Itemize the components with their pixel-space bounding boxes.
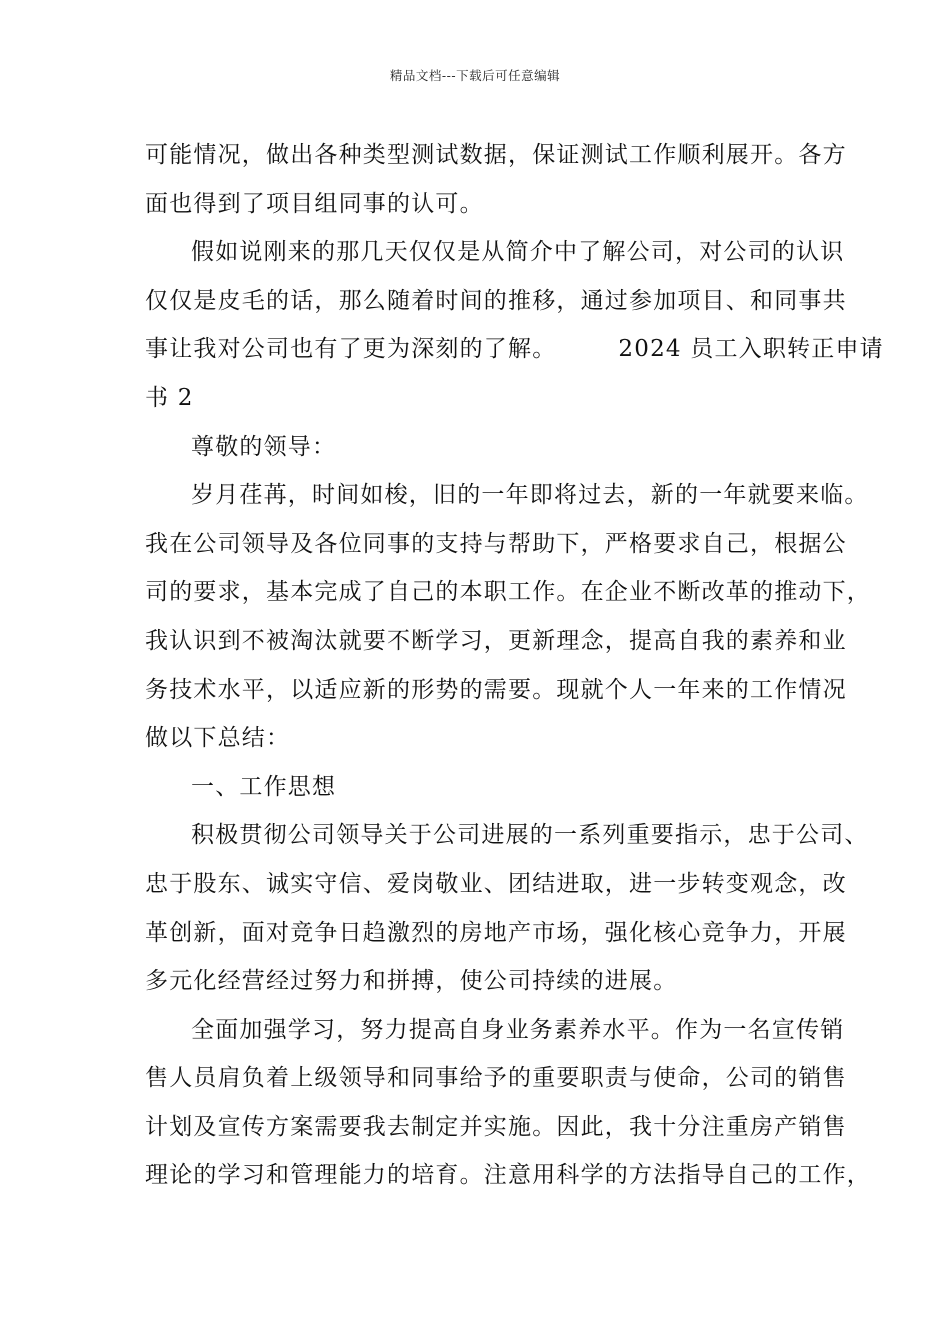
section-title: 2024 员工入职转正申请 [618,336,884,363]
paragraph-line: 面也得到了项目组同事的认可。 [145,190,484,217]
page-header: 精品文档---下载后可任意编辑 [389,68,561,83]
paragraph-line: 假如说刚来的那几天仅仅是从简介中了解公司，对公司的认识 [191,239,845,266]
paragraph-line: 忠于股东、诚实守信、爱岗敬业、团结进取，进一步转变观念，改 [145,870,847,897]
paragraph-line: 售人员肩负着上级领导和同事给予的重要职责与使命，公司的销售 [145,1065,847,1092]
paragraph-line: 岁月荏苒，时间如梭，旧的一年即将过去，新的一年就要来临。 [191,482,869,509]
paragraph-line: 仅仅是皮毛的话，那么随着时间的推移，通过参加项目、和同事共 [145,287,847,314]
paragraph-line: 事让我对公司也有了更为深刻的了解。 [145,336,557,363]
document-body [145,131,884,1200]
paragraph-line: 革创新，面对竞争日趋激烈的房地产市场，强化核心竞争力，开展 [145,919,847,946]
salutation: 尊敬的领导： [191,433,337,460]
paragraph-line: 理论的学习和管理能力的培育。注意用科学的方法指导自己的工作， [145,1162,871,1189]
paragraph-line: 做以下总结： [145,725,291,752]
paragraph-line: 积极贯彻公司领导关于公司进展的一系列重要指示，忠于公司、 [191,822,869,849]
paragraph-line: 我在公司领导及各位同事的支持与帮助下，严格要求自己，根据公 [145,530,847,557]
paragraph-line: 司的要求，基本完成了自己的本职工作。在企业不断改革的推动下， [145,579,871,606]
section-title-continued: 书 2 [145,384,194,411]
paragraph-line-with-heading [145,325,884,374]
paragraph-line: 全面加强学习，努力提高自身业务素养水平。作为一名宣传销 [191,1016,845,1043]
paragraph-line: 我认识到不被淘汰就要不断学习，更新理念，提高自我的素养和业 [145,627,847,654]
paragraph-line: 可能情况，做出各种类型测试数据，保证测试工作顺利展开。各方 [145,142,847,168]
paragraph-line: 务技术水平，以适应新的形势的需要。现就个人一年来的工作情况 [145,676,847,703]
subsection-heading: 一、工作思想 [191,773,337,800]
paragraph-line: 计划及宣传方案需要我去制定并实施。因此，我十分注重房产销售 [145,1113,847,1140]
paragraph-line: 多元化经营经过努力和拼搏，使公司持续的进展。 [145,968,678,995]
